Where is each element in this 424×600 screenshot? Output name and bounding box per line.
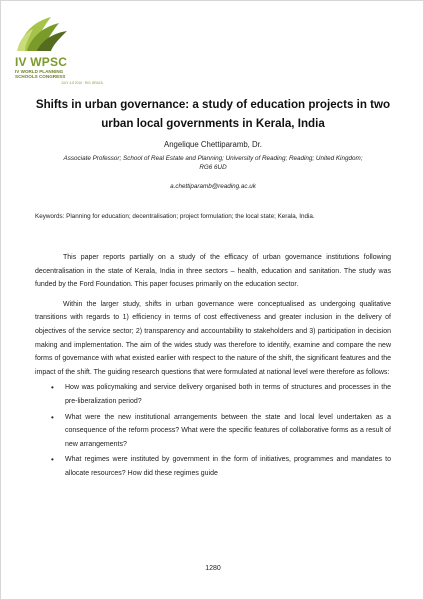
logo-tagline: JULY 4-8 2016 · RIO, BRAZIL — [61, 81, 104, 85]
keywords-text: Planning for education; decentralisation; project formulation; the local state; Kerala, India. — [66, 213, 315, 220]
bullet-icon: • — [51, 383, 54, 393]
keywords-label: Keywords: — [35, 213, 65, 220]
author-name: Angelique Chettiparamb, Dr. — [164, 140, 262, 149]
bullet-icon: • — [51, 455, 54, 465]
logo-subtitle-line-1: IV WORLD PLANNING — [15, 69, 64, 74]
paper-body — [35, 251, 391, 483]
list-item-text: What were the new institutional arrangements between the state and local level undertaken as a consequence of the reform process? What were the specific features of collaborative forms as a result of new arrangements? — [65, 413, 391, 448]
congress-logo — [13, 11, 173, 83]
leaf-logo-icon — [13, 11, 83, 55]
research-questions-list — [35, 381, 391, 480]
page-number: 1280 — [205, 565, 221, 572]
paper-title: Shifts in urban governance: a study of education projects in two urban local governments in Kerala, India — [35, 98, 391, 130]
author-affiliation: Associate Professor; School of Real Estate and Planning; University of Reading; Reading; United Kingdom; RG6 6UD — [63, 155, 363, 172]
list-item — [51, 453, 391, 480]
logo-title: IV WPSC — [15, 55, 68, 69]
body-paragraph-2: Within the larger study, shifts in urban governance were conceptualised as undergoing qualitative transitions with regards to 1) efficiency in terms of cost effectiveness and greater inclusion in the delivery of objectives of the service sector; 2) transparency and accountability to stakeholders and 3) participation in decision making and implementation. The aim of the wides study was therefore to identify, examine and compare the new forms of governance with what existed earlier with respect to the nature of the shift, the significant features and the impact of the shift. The guiding research questions that were formulated at national level were therefore as follows: — [35, 300, 391, 376]
list-item — [51, 381, 391, 408]
logo-wordmark — [15, 55, 67, 79]
list-item-text: How was policymaking and service delivery organised both in terms of structures and processes in the pre-liberalization period? — [65, 384, 391, 405]
bullet-icon: • — [51, 412, 54, 422]
logo-subtitle-line-2: SCHOOLS CONGRESS — [15, 74, 66, 79]
list-item-text: What regimes were instituted by government in the form of initiatives, programmes and mandates to allocate resources? How did these regimes guide — [65, 456, 391, 477]
keywords — [35, 212, 391, 223]
list-item — [51, 411, 391, 452]
body-paragraph-1: This paper reports partially on a study of the efficacy of urban governance institutions following decentralisation in the state of Kerala, India in three sectors – health, education and sanitation. The study was funded by the Ford Foundation. This paper focuses primarily on the education sector. — [35, 254, 391, 289]
author-email: a.chettiparamb@reading.ac.uk — [170, 183, 256, 190]
